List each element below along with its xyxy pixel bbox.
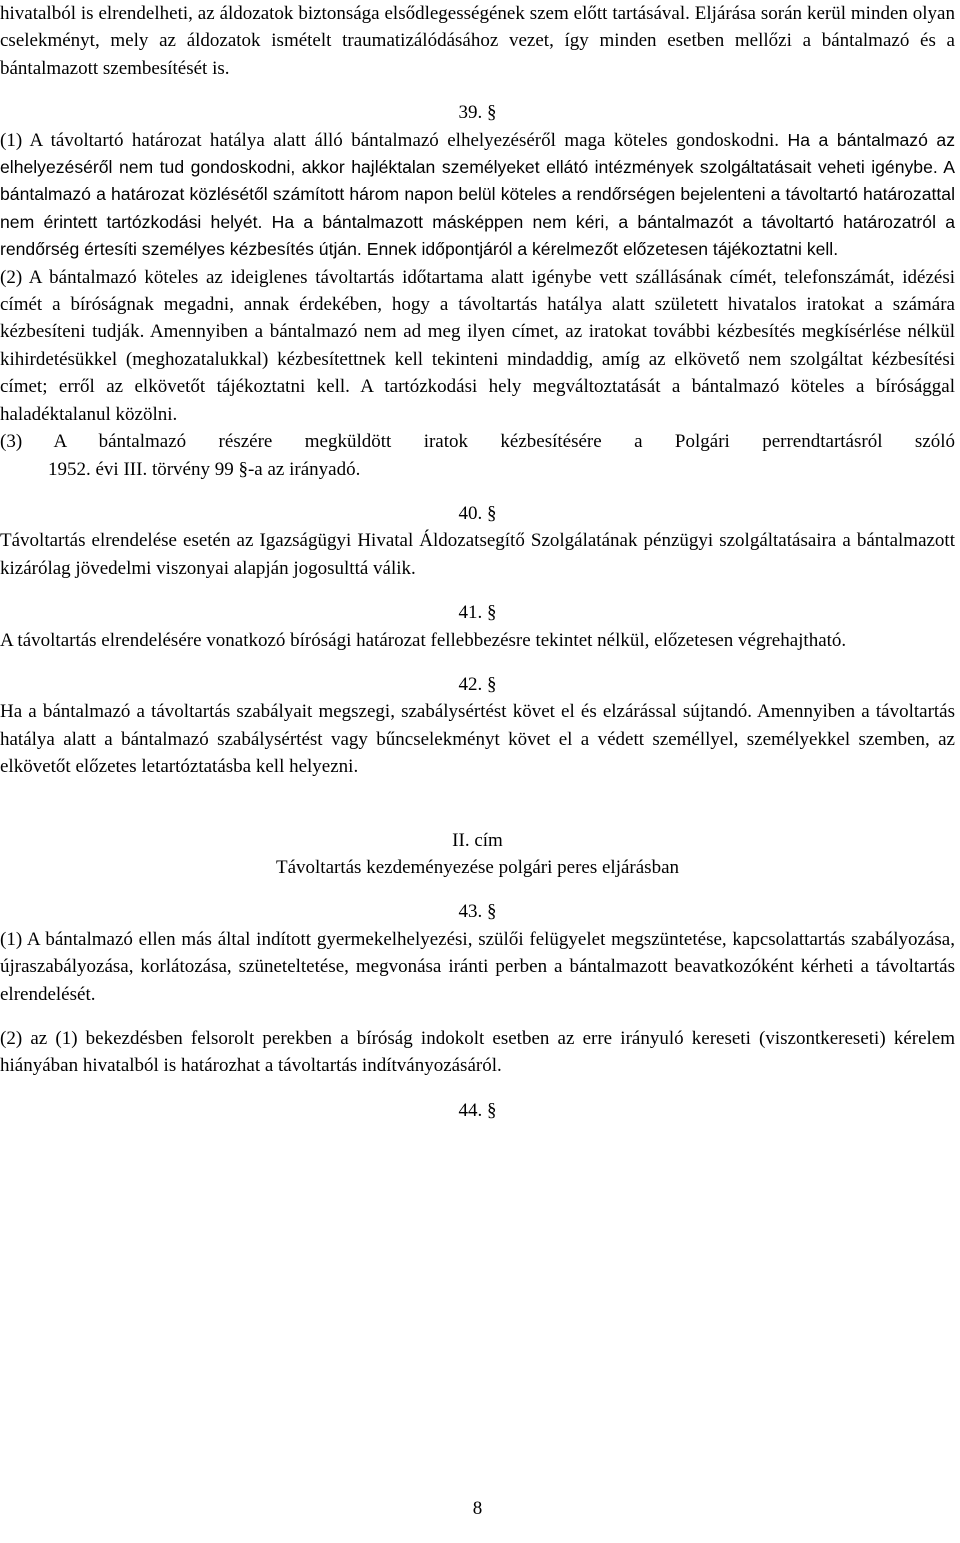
chapter-number: II. cím xyxy=(452,829,503,851)
section-41-heading: 41. § xyxy=(458,602,497,624)
section-39-paragraph-3-line-1: (3) A bántalmazó részére megküldött iratok kézbesítésére a Polgári perrendtartásról szóló xyxy=(0,431,955,453)
page-number: 8 xyxy=(472,1498,483,1519)
section-44-heading: 44. § xyxy=(458,1099,497,1121)
section-39-paragraph-3-line-2: 1952. évi III. törvény 99 §-a az irányadó. xyxy=(48,458,361,480)
spacer xyxy=(0,82,955,99)
section-42-heading: 42. § xyxy=(458,673,497,695)
spacer xyxy=(0,1008,955,1025)
section-39-p1-serif: (1) A távoltartó határozat hatálya alatt álló bántalmazó elhelyezéséről maga köteles gondoskodni. xyxy=(0,129,780,151)
section-40-heading: 40. § xyxy=(458,502,497,524)
section-39-heading: 39. § xyxy=(458,102,497,124)
spacer xyxy=(0,1080,955,1097)
spacer xyxy=(0,781,955,827)
spacer xyxy=(0,881,955,898)
section-39-paragraph-2: (2) A bántalmazó köteles az ideiglenes távoltartás időtartama alatt igénybe vett szállásának címét, telefonszámát, idézési címét a bíróságnak megadni, annak érdekében, hogy a távoltartás hatálya alatt született hivatalos iratokat a számára kézbesíteni tudják. Amennyiben a bántalmazó nem ad meg ilyen címet, az iratokat további kézbesítés megkísérlése nélkül kihirdetésükkel (meghozatalukkal) kézbesítettnek kell tekinteni mindaddig, amíg az elkövető nem szolgáltat kézbesítési címet; erről az elkövetőt tájékoztatni kell. A tartózkodási hely megváltoztatását a bántalmazó köteles a bírósággal haladéktalanul közölni. xyxy=(0,266,955,425)
section-42-paragraph: Ha a bántalmazó a távoltartás szabályait megszegi, szabálysértést követ el és elzárással sújtandó. Amennyiben a távoltartás hatálya alatt a bántalmazó szabálysértést vagy bűncselekményt követ el a védett személlyel, személyekkel szemben, az elkövetőt előzetes letartóztatásba kell helyezni. xyxy=(0,701,955,778)
section-41-paragraph: A távoltartás elrendelésére vonatkozó bírósági határozat fellebbezésre tekintet nélkül, előzetesen végrehajtható. xyxy=(0,629,847,651)
spacer xyxy=(0,654,955,671)
section-39-paragraph-1 xyxy=(0,127,955,264)
section-40-paragraph: Távoltartás elrendelése esetén az Igazságügyi Hivatal Áldozatsegítő Szolgálatának pénzügyi szolgáltatásaira a bántalmazott kizárólag jövedelmi viszonyai alapján jogosulttá válik. xyxy=(0,530,955,579)
chapter-title: Távoltartás kezdeményezése polgári peres eljárásban xyxy=(275,856,680,878)
section-39-p1-sans: Ha a bántalmazó az elhelyezéséről nem tud gondoskodni, akkor hajléktalan személyeket ellátó intézmények szolgáltatásait veheti igénybe. A bántalmazó a határozat közlésétől számított három napon belül köteles a rendőrségen bejelenteni a távoltartó határozattal nem érintett tartózkodási helyét. Ha a bántalmazott másképpen nem kéri, a bántalmazót a távoltartó határozatról a rendőrség értesíti személyes kézbesítés útján. Ennek időpontjáról a kérelmezőt előzetesen tájékoztatni kell. xyxy=(0,129,956,260)
section-43-paragraph-1: (1) A bántalmazó ellen más által indított gyermekelhelyezési, szülői felügyelet megszüntetése, kapcsolattartás szabályozása, újraszabályozása, korlátozása, szüneteltetése, megvonása iránti perben a bántalmazott beavatkozóként kérheti a távoltartás elrendelését. xyxy=(0,928,955,1005)
spacer xyxy=(0,483,955,500)
intro-paragraph: hivatalból is elrendelheti, az áldozatok biztonsága elsődlegességének szem előtt tartásával. Eljárása során kerül minden olyan cselekményt, mely az áldozatok ismételt traumatizálódásához vezet, így minden esetben mellőzi a bántalmazó és a bántalmazott szembesítését is. xyxy=(0,3,955,79)
spacer xyxy=(0,582,955,599)
section-43-heading: 43. § xyxy=(458,901,497,923)
section-43-paragraph-2: (2) az (1) bekezdésben felsorolt perekben a bíróság indokolt esetben az erre irányuló kereseti (viszontkereseti) kérelem hiányában hivatalból is határozhat a távoltartás indítványozásáról. xyxy=(0,1028,955,1077)
